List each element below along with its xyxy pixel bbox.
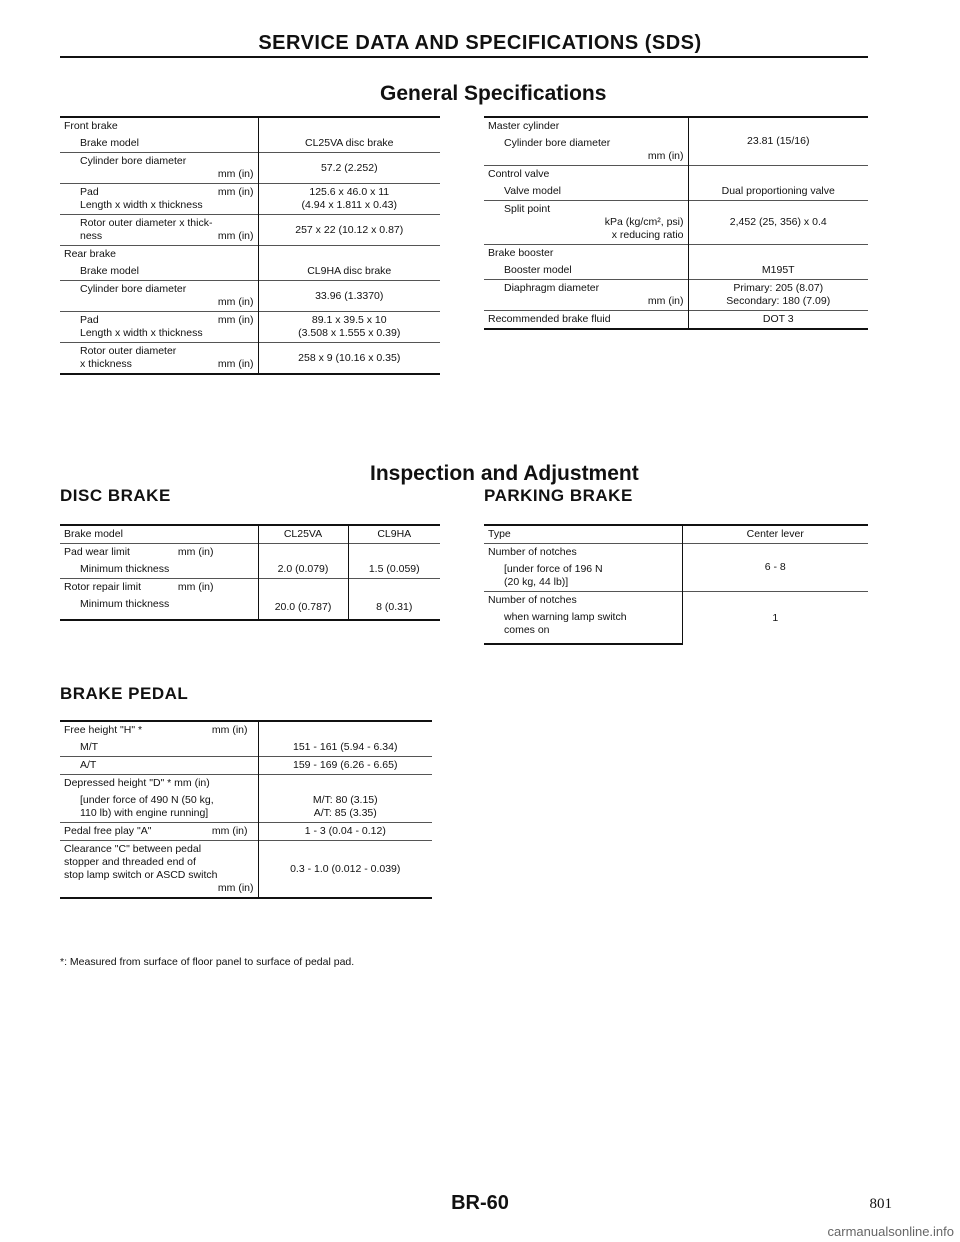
table-cell: Pad mm (in) Length x width x thickness (60, 184, 258, 215)
table-row (60, 525, 440, 544)
table-cell: Depressed height "D" * mm (in) (60, 775, 258, 793)
page-code: BR-60 (451, 1192, 509, 1214)
table-cell: Brake model (80, 265, 139, 277)
table-row (60, 739, 432, 757)
table-row (484, 117, 868, 135)
table-row (484, 166, 868, 184)
table-row (60, 823, 432, 841)
table-cell: 1 - 3 (0.04 - 0.12) (258, 823, 432, 841)
table-cell: when warning lamp switch comes on (484, 609, 682, 644)
table-row (60, 246, 440, 264)
brake-pedal-heading: BRAKE PEDAL (60, 684, 189, 703)
table-cell: Number of notches (484, 544, 682, 562)
table-row (60, 343, 440, 375)
page-title: SERVICE DATA AND SPECIFICATIONS (SDS) (258, 32, 702, 54)
general-specifications-heading: General Specifications (380, 82, 607, 105)
table-row (60, 775, 432, 793)
table-cell: Pedal free play "A" mm (in) (60, 823, 258, 841)
table-cell: Cylinder bore diameter mm (in) (504, 137, 684, 162)
table-row (60, 215, 440, 246)
inspection-heading: Inspection and Adjustment (370, 462, 639, 485)
table-cell: Type (484, 525, 682, 544)
table-cell: DOT 3 (688, 311, 868, 330)
table-row (484, 592, 868, 610)
parking-brake-table (484, 524, 868, 645)
table-cell: Control valve (484, 166, 688, 184)
table-row (60, 792, 432, 823)
table-cell: Split point kPa (kg/cm², psi) x reducing ratio (484, 201, 688, 245)
title-rule (60, 56, 868, 58)
table-cell: A/T (60, 757, 258, 775)
table-cell: Master cylinder (484, 117, 688, 135)
table-row (484, 544, 868, 562)
brake-pedal-table (60, 720, 432, 899)
table-cell: 33.96 (1.3370) (258, 281, 440, 312)
table-cell: 257 x 22 (10.12 x 0.87) (258, 215, 440, 246)
table-cell: M195T (688, 262, 868, 280)
table-cell: 159 - 169 (6.26 - 6.65) (258, 757, 432, 775)
table-cell: Front brake (60, 117, 258, 135)
table-cell: 6 - 8 (682, 544, 868, 592)
table-row (484, 525, 868, 544)
table-cell: 1.5 (0.059) (348, 561, 440, 579)
table-cell: Clearance "C" between pedal stopper and threaded end of stop lamp switch or ASCD switch mm (in) (60, 841, 258, 899)
table-row (484, 245, 868, 263)
table-cell: 89.1 x 39.5 x 10 (3.508 x 1.555 x 0.39) (258, 312, 440, 343)
table-cell: Rotor outer diameter x thick- ness mm (in) (60, 215, 258, 246)
table-cell: 2.0 (0.079) (258, 561, 348, 579)
table-cell: Rotor repair limit mm (in) (60, 579, 258, 597)
table-row (60, 281, 440, 312)
disc-brake-heading: DISC BRAKE (60, 486, 171, 505)
table-cell: Number of notches (484, 592, 682, 610)
table-cell: Free height "H" * mm (in) (60, 721, 258, 739)
table-cell: Cylinder bore diameter mm (in) (60, 281, 258, 312)
table-row (60, 721, 432, 739)
table-cell: Valve model (504, 185, 562, 197)
parking-brake-heading: PARKING BRAKE (484, 486, 633, 505)
general-specs-left-table (60, 116, 440, 375)
table-row (484, 201, 868, 245)
table-cell: CL25VA (258, 525, 348, 544)
table-row (484, 183, 868, 201)
table-cell: Brake model (60, 525, 258, 544)
table-cell: Pad mm (in) Length x width x thickness (60, 312, 258, 343)
table-cell: [under force of 490 N (50 kg, 110 lb) with engine running] (80, 794, 214, 819)
table-row (60, 579, 440, 597)
table-cell: Booster model (504, 264, 572, 276)
table-row (60, 117, 440, 135)
table-cell: Diaphragm diameter mm (in) (484, 280, 688, 311)
table-cell: 125.6 x 46.0 x 11 (4.94 x 1.811 x 0.43) (258, 184, 440, 215)
disc-brake-table (60, 524, 440, 621)
table-cell: M/T (80, 741, 99, 753)
table-cell: 0.3 - 1.0 (0.012 - 0.039) (258, 841, 432, 899)
table-cell: M/T: 80 (3.15) A/T: 85 (3.35) (258, 792, 432, 823)
table-row (60, 153, 440, 184)
general-specs-right-table (484, 116, 868, 330)
table-cell: Primary: 205 (8.07) Secondary: 180 (7.09) (688, 280, 868, 311)
table-row (484, 262, 868, 280)
table-cell: 23.81 (15/16) (688, 117, 868, 166)
table-cell: 57.2 (2.252) (258, 153, 440, 184)
table-row (60, 561, 440, 579)
table-cell: 20.0 (0.787) (258, 596, 348, 620)
table-cell: CL9HA (348, 525, 440, 544)
table-cell: 8 (0.31) (348, 596, 440, 620)
table-cell: Minimum thickness (60, 596, 258, 620)
table-cell: CL9HA disc brake (258, 263, 440, 281)
table-row (484, 311, 868, 330)
table-row (60, 757, 432, 775)
table-row (60, 184, 440, 215)
table-cell: Rear brake (60, 246, 258, 264)
table-cell: Brake model (80, 137, 139, 149)
table-row (60, 544, 440, 562)
table-row (484, 280, 868, 311)
table-row (60, 263, 440, 281)
table-cell: Pad wear limit mm (in) (60, 544, 258, 562)
table-cell: Center lever (682, 525, 868, 544)
table-cell: Brake booster (484, 245, 688, 263)
watermark: carmanualsonline.info (827, 1224, 954, 1239)
table-cell: 2,452 (25, 356) x 0.4 (688, 201, 868, 245)
page-number: 801 (869, 1196, 892, 1212)
table-cell: 258 x 9 (10.16 x 0.35) (258, 343, 440, 375)
table-cell: 151 - 161 (5.94 - 6.34) (258, 739, 432, 757)
table-cell: [under force of 196 N (20 kg, 44 lb)] (504, 563, 603, 588)
table-row (60, 841, 432, 899)
table-row (60, 312, 440, 343)
footnote: *: Measured from surface of floor panel to surface of pedal pad. (60, 956, 355, 968)
table-row (60, 596, 440, 620)
table-cell: Cylinder bore diameter mm (in) (60, 153, 258, 184)
table-cell: Minimum thickness (80, 563, 170, 575)
table-cell: CL25VA disc brake (258, 135, 440, 153)
table-row (60, 135, 440, 153)
table-cell: 1 (682, 592, 868, 645)
table-cell: Dual proportioning valve (688, 183, 868, 201)
table-cell: Rotor outer diameter x thickness mm (in) (60, 343, 258, 375)
table-cell: Recommended brake fluid (484, 311, 688, 330)
